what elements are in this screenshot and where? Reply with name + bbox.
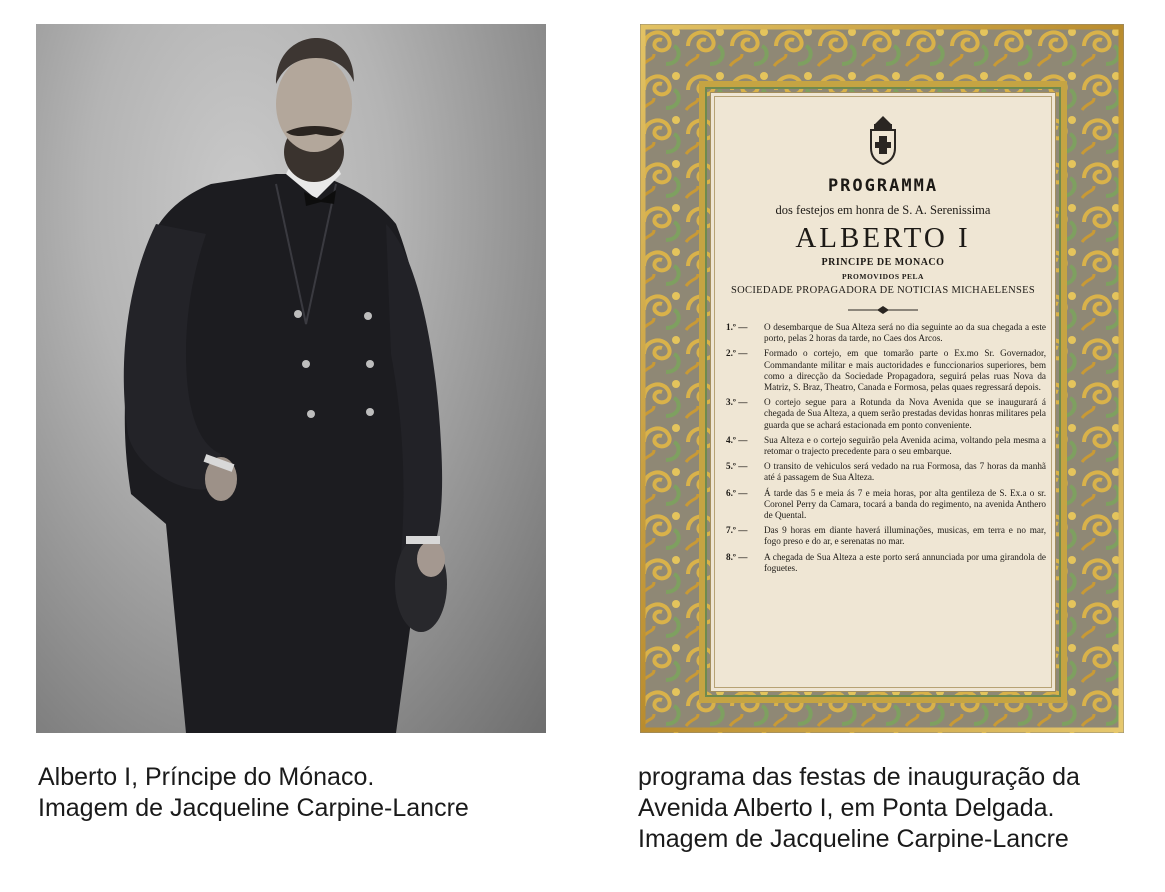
programme-item xyxy=(726,348,1046,393)
item-text: Á tarde das 5 e meia ás 7 e meia horas, por alta gentileza de S. Ex.a o sr. Coronel Perry da Camara, tocará a banda do regimento, na avenida Anthero de Quental. xyxy=(764,487,1046,521)
item-number: 3.º — xyxy=(726,397,748,408)
caption-line: Imagem de Jacqueline Carpine-Lancre xyxy=(638,825,1069,853)
programme-item xyxy=(726,397,1046,431)
portrait-caption xyxy=(38,762,598,824)
programme-subtitle: dos festejos em honra de S. A. Serenissima xyxy=(775,203,991,217)
item-number: 5.º — xyxy=(726,461,748,472)
programme-items xyxy=(726,322,1046,578)
item-text: O cortejo segue para a Rotunda da Nova Avenida que se inaugurará á chegada de Sua Alteza, a quem serão prestadas devidas honras militares pela guarda que se achará estacionada em ponto conveniente. xyxy=(764,397,1046,430)
item-text: Formado o cortejo, em que tomarão parte o Ex.mo Sr. Governador, Commandante militar e mais auctoridades e funccionarios superiores, bem como a direcção da Sociedade Propagadora, seguirá pelas ruas Nova da Matriz, S. Braz, Theatro, Canada e Formosa, pelas quaes regressará depois. xyxy=(764,348,1046,393)
programme-prince: PRINCIPE DE MONACO xyxy=(821,257,945,268)
portrait-photo xyxy=(36,24,546,733)
item-number: 7.º — xyxy=(726,525,748,536)
programme-item xyxy=(726,461,1046,483)
programme-paper xyxy=(710,92,1056,692)
crest-icon xyxy=(865,114,901,166)
item-number: 1.º — xyxy=(726,322,748,332)
programme-title: PROGRAMMA xyxy=(827,176,939,196)
programme-honoree: ALBERTO I xyxy=(795,222,971,254)
caption-line: Imagem de Jacqueline Carpine-Lancre xyxy=(38,794,469,822)
programme-item xyxy=(726,552,1046,574)
portrait-figure xyxy=(36,24,546,733)
item-text: O desembarque de Sua Alteza será no dia seguinte ao da sua chegada a este porto, pelas 2 horas da tarde, no Caes dos Arcos. xyxy=(764,322,1046,344)
item-text: Das 9 horas em diante haverá illuminações, musicas, em terra e no mar, fogo preso e do ar, e serenatas no mar. xyxy=(764,525,1046,547)
item-number: 4.º — xyxy=(726,434,748,445)
caption-line: Alberto I, Príncipe do Mónaco. xyxy=(38,763,375,791)
caption-line: Avenida Alberto I, em Ponta Delgada. xyxy=(638,794,1055,822)
programme-caption xyxy=(638,762,1158,855)
programme-promoted: PROMOVIDOS PELA xyxy=(842,272,924,281)
programme-card xyxy=(640,24,1124,733)
programme-item xyxy=(726,322,1046,344)
programme-item xyxy=(726,488,1046,522)
item-text: O transito de vehiculos será vedado na rua Formosa, das 7 horas da manhã até á passagem de Sua Alteza. xyxy=(764,461,1046,483)
item-number: 6.º — xyxy=(726,487,748,498)
programme-item xyxy=(726,525,1046,547)
programme-item xyxy=(726,435,1046,457)
item-text: Sua Alteza e o cortejo seguirão pela Avenida acima, voltando pela mesma a retomar o trajecto precedente para o seu embarque. xyxy=(764,434,1046,457)
divider-ornament xyxy=(848,306,918,314)
item-number: 8.º — xyxy=(726,551,748,562)
item-text: A chegada de Sua Alteza a este porto será annunciada por uma girandola de foguetes. xyxy=(764,551,1046,573)
programme-society: SOCIEDADE PROPAGADORA DE NOTICIAS MICHAELENSES xyxy=(731,285,1035,296)
item-number: 2.º — xyxy=(726,348,748,359)
caption-line: programa das festas de inauguração da xyxy=(638,763,1080,791)
